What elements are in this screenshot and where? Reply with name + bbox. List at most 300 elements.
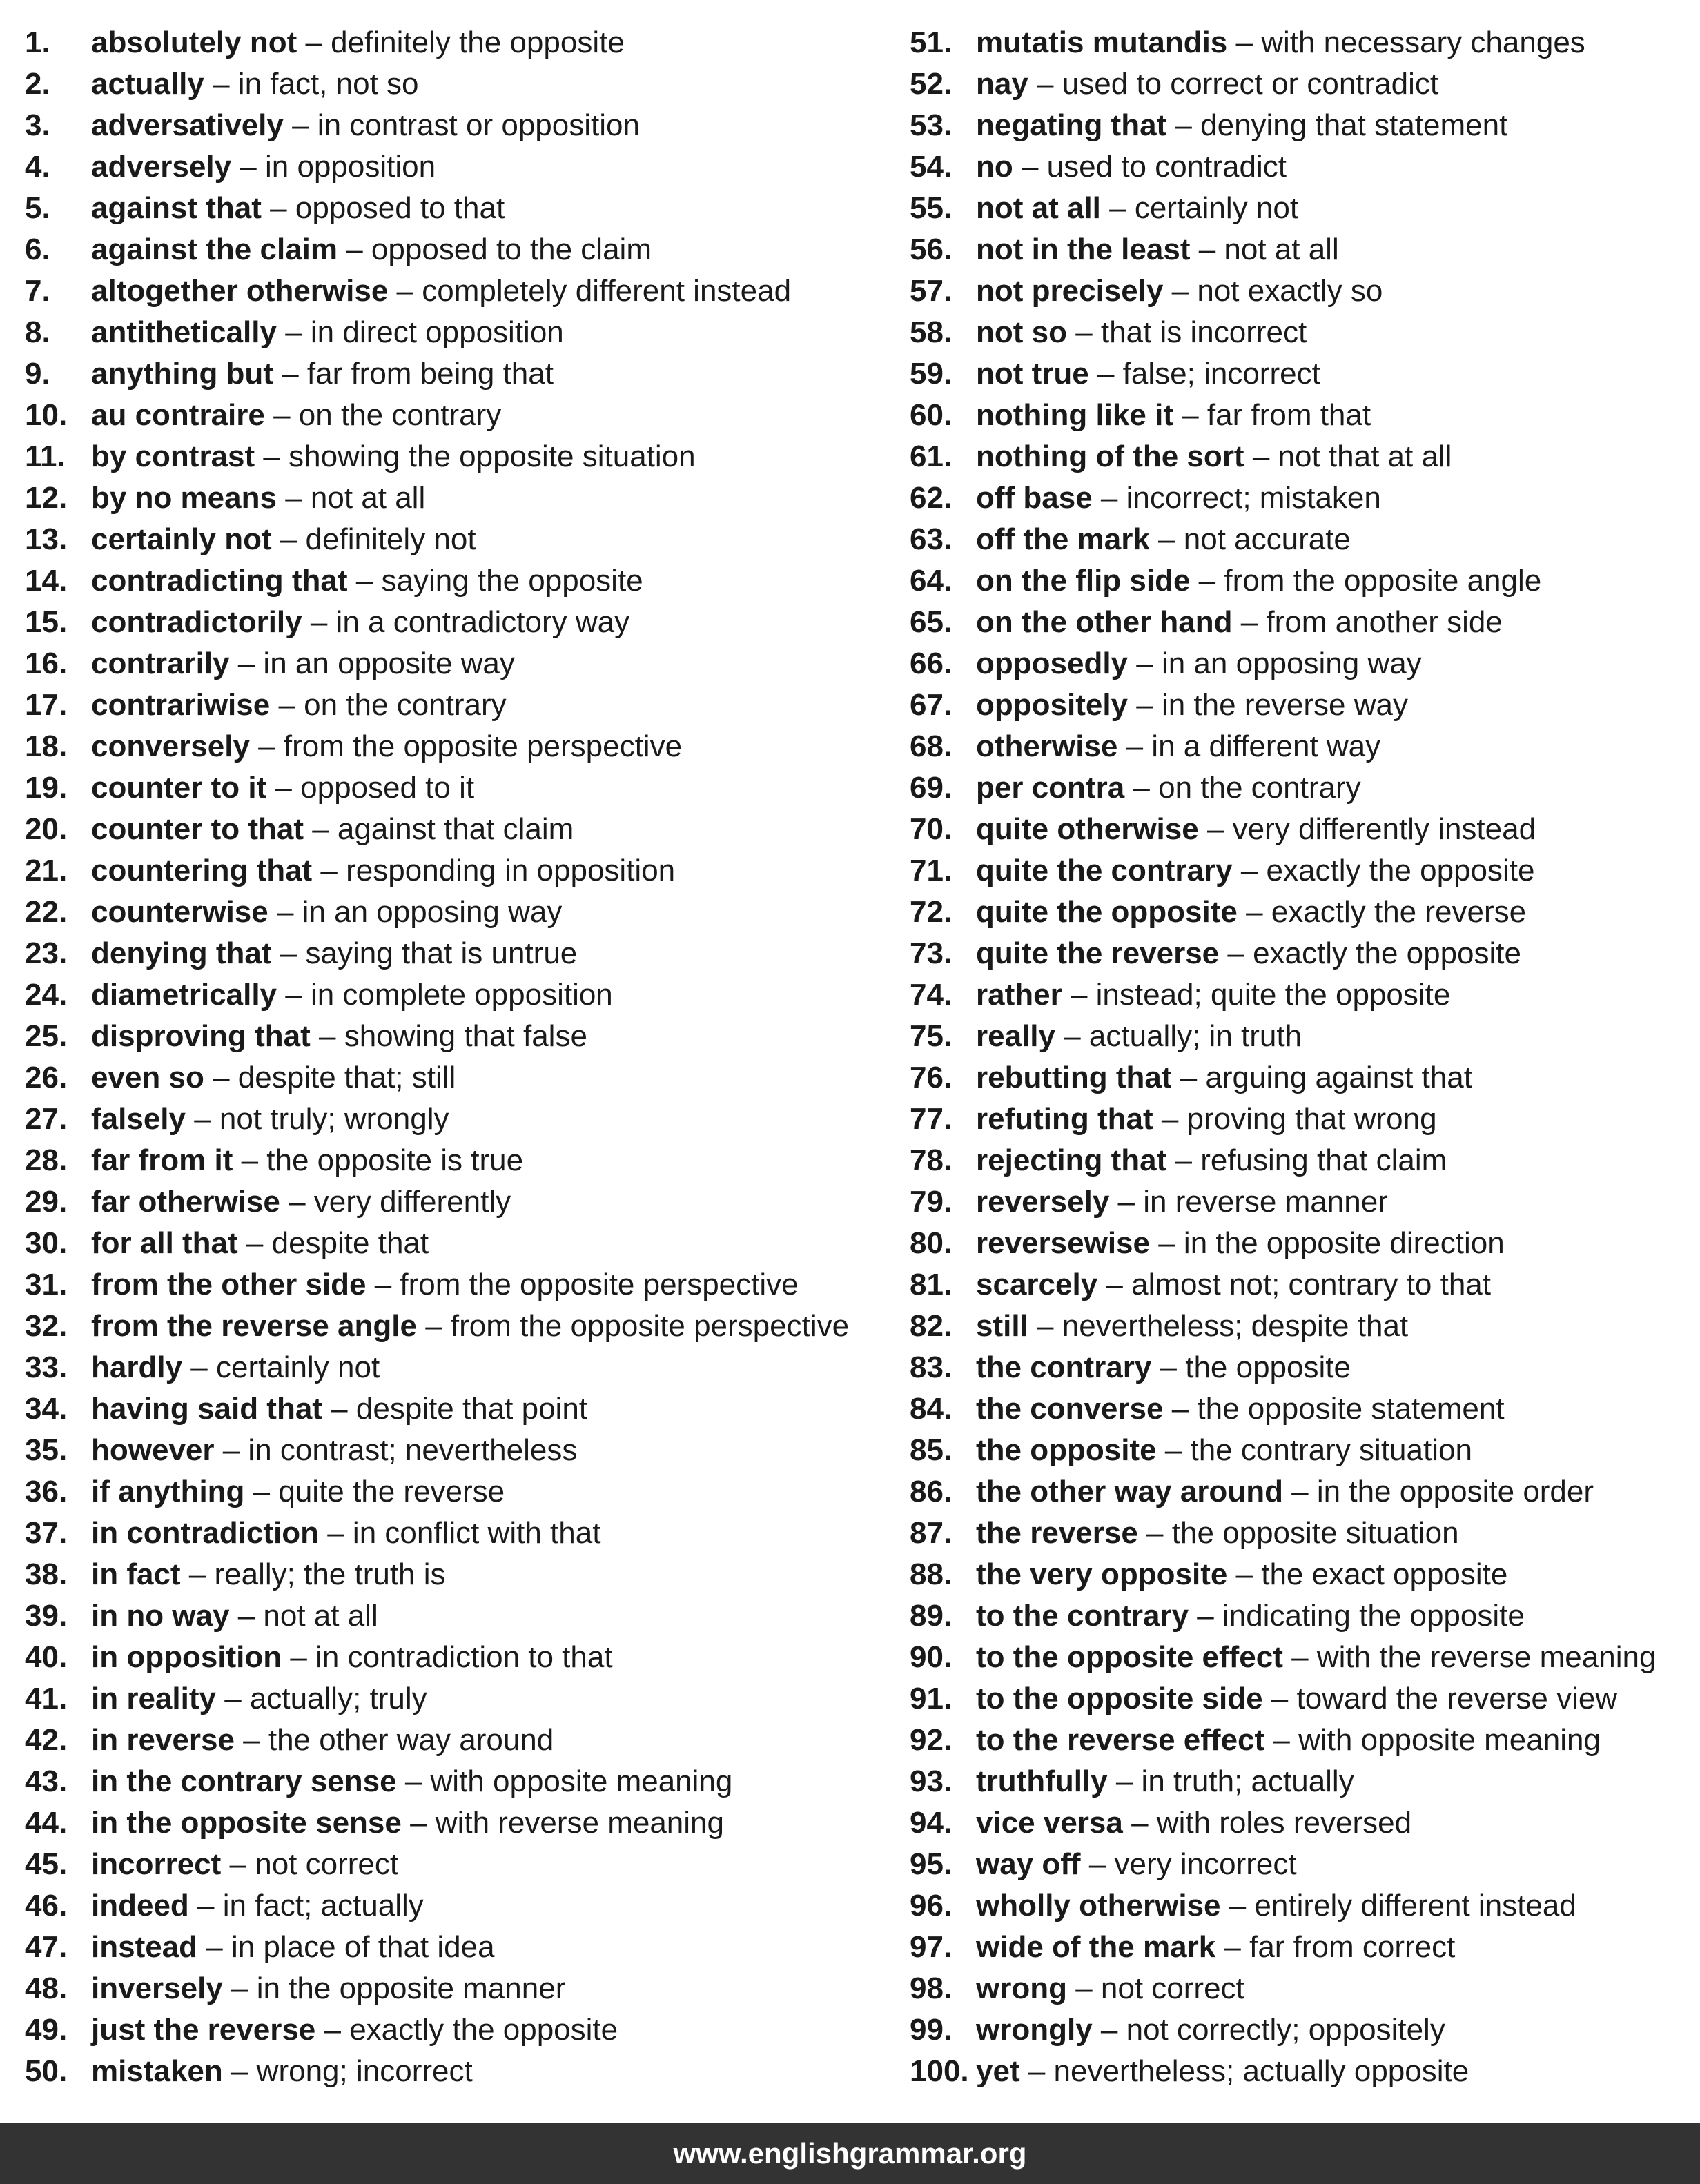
item-number: 93. bbox=[910, 1764, 952, 1798]
list-item bbox=[910, 602, 1697, 643]
item-number: 28. bbox=[25, 1143, 68, 1177]
item-term: even so bbox=[91, 1061, 204, 1094]
item-number: 1. bbox=[25, 26, 50, 59]
item-term: if anything bbox=[91, 1475, 245, 1508]
item-number: 46. bbox=[25, 1889, 68, 1922]
item-number: 92. bbox=[910, 1723, 952, 1757]
item-number: 19. bbox=[25, 771, 68, 805]
list-item bbox=[910, 892, 1697, 933]
list-item bbox=[910, 1761, 1697, 1802]
item-definition: – quite the reverse bbox=[244, 1475, 505, 1508]
item-definition: – on the contrary bbox=[1124, 771, 1361, 805]
item-number: 50. bbox=[25, 2054, 68, 2088]
list-item bbox=[910, 1554, 1697, 1595]
list-item bbox=[910, 519, 1697, 560]
item-term: incorrect bbox=[91, 1847, 222, 1881]
item-definition: – certainly not bbox=[1100, 191, 1299, 225]
item-definition: – not correct bbox=[221, 1847, 399, 1881]
item-term: opposedly bbox=[976, 647, 1129, 680]
item-number: 100. bbox=[910, 2054, 969, 2088]
item-definition: – with necessary changes bbox=[1227, 26, 1585, 59]
item-definition: – certainly not bbox=[182, 1350, 380, 1384]
list-item bbox=[910, 1927, 1697, 1968]
item-term: absolutely not bbox=[91, 26, 297, 59]
item-definition: – in contradiction to that bbox=[282, 1640, 613, 1674]
item-definition: – the opposite situation bbox=[1137, 1516, 1459, 1550]
item-term: falsely bbox=[91, 1102, 186, 1136]
item-number: 71. bbox=[910, 854, 952, 887]
list-item bbox=[25, 1430, 895, 1471]
item-term: far otherwise bbox=[91, 1185, 280, 1219]
list-item bbox=[25, 1968, 895, 2009]
item-number: 86. bbox=[910, 1475, 952, 1508]
item-number: 11. bbox=[25, 440, 66, 473]
item-definition: – in fact, not so bbox=[204, 67, 419, 101]
list-item bbox=[910, 1471, 1697, 1513]
item-term: rebutting that bbox=[976, 1061, 1172, 1094]
item-term: not so bbox=[976, 315, 1067, 349]
item-definition: – not correct bbox=[1066, 1971, 1244, 2005]
item-definition: – in fact; actually bbox=[188, 1889, 424, 1922]
item-definition: – in an opposing way bbox=[268, 895, 563, 929]
item-term: altogether otherwise bbox=[91, 274, 389, 308]
list-item bbox=[910, 1802, 1697, 1844]
item-term: denying that bbox=[91, 936, 272, 970]
list-item bbox=[25, 850, 895, 892]
item-number: 14. bbox=[25, 564, 68, 598]
list-item bbox=[910, 1430, 1697, 1471]
item-number: 38. bbox=[25, 1557, 68, 1591]
item-number: 66. bbox=[910, 647, 952, 680]
item-number: 27. bbox=[25, 1102, 68, 1136]
item-number: 5. bbox=[25, 191, 50, 225]
item-number: 40. bbox=[25, 1640, 68, 1674]
item-number: 83. bbox=[910, 1350, 952, 1384]
item-term: to the opposite effect bbox=[976, 1640, 1283, 1674]
item-number: 75. bbox=[910, 1019, 952, 1053]
item-term: reversewise bbox=[976, 1226, 1150, 1260]
item-definition: – exactly the opposite bbox=[315, 2013, 618, 2047]
list-item bbox=[25, 1306, 895, 1347]
item-term: au contraire bbox=[91, 398, 265, 432]
item-definition: – from the opposite angle bbox=[1190, 564, 1542, 598]
item-definition: – in the reverse way bbox=[1128, 688, 1408, 722]
item-term: wrongly bbox=[976, 2013, 1093, 2047]
item-definition: – in truth; actually bbox=[1107, 1764, 1354, 1798]
item-number: 52. bbox=[910, 67, 952, 101]
item-definition: – showing that false bbox=[310, 1019, 587, 1053]
item-definition: – not at all bbox=[1190, 233, 1339, 266]
item-number: 37. bbox=[25, 1516, 68, 1550]
list-item bbox=[25, 1927, 895, 1968]
item-definition: – exactly the opposite bbox=[1219, 936, 1521, 970]
list-item bbox=[910, 353, 1697, 395]
item-term: off base bbox=[976, 481, 1093, 515]
item-number: 35. bbox=[25, 1433, 68, 1467]
item-definition: – in contrast or opposition bbox=[283, 108, 640, 142]
item-definition: – far from correct bbox=[1215, 1930, 1456, 1964]
list-item bbox=[25, 1016, 895, 1057]
list-item bbox=[910, 1388, 1697, 1430]
item-term: the converse bbox=[976, 1392, 1164, 1426]
list-item bbox=[25, 312, 895, 353]
item-definition: – from the opposite perspective bbox=[416, 1309, 850, 1343]
item-number: 85. bbox=[910, 1433, 952, 1467]
list-item bbox=[910, 395, 1697, 436]
item-definition: – the other way around bbox=[234, 1723, 554, 1757]
list-item bbox=[25, 105, 895, 146]
list-item bbox=[910, 2051, 1697, 2092]
item-term: really bbox=[976, 1019, 1055, 1053]
item-definition: – in the opposite manner bbox=[222, 1971, 566, 2005]
list-item bbox=[910, 1678, 1697, 1720]
item-number: 55. bbox=[910, 191, 952, 225]
list-item bbox=[25, 1885, 895, 1927]
item-number: 12. bbox=[25, 481, 68, 515]
item-number: 72. bbox=[910, 895, 952, 929]
list-item bbox=[25, 1099, 895, 1140]
item-number: 79. bbox=[910, 1185, 952, 1219]
item-term: inversely bbox=[91, 1971, 223, 2005]
item-number: 15. bbox=[25, 605, 68, 639]
item-definition: – showing the opposite situation bbox=[255, 440, 696, 473]
item-term: no bbox=[976, 150, 1013, 184]
list-item bbox=[25, 767, 895, 809]
item-definition: – really; the truth is bbox=[180, 1557, 446, 1591]
item-term: rather bbox=[976, 978, 1062, 1012]
item-number: 90. bbox=[910, 1640, 952, 1674]
item-definition: – with reverse meaning bbox=[401, 1806, 724, 1840]
list-item bbox=[910, 1264, 1697, 1306]
item-term: contradicting that bbox=[91, 564, 348, 598]
item-definition: – nevertheless; despite that bbox=[1028, 1309, 1409, 1343]
item-number: 81. bbox=[910, 1268, 952, 1301]
item-number: 73. bbox=[910, 936, 952, 970]
list-item bbox=[25, 1471, 895, 1513]
list-item bbox=[25, 933, 895, 974]
item-number: 7. bbox=[25, 274, 50, 308]
list-item bbox=[910, 312, 1697, 353]
list-item bbox=[25, 726, 895, 767]
item-term: just the reverse bbox=[91, 2013, 316, 2047]
item-definition: – almost not; contrary to that bbox=[1097, 1268, 1492, 1301]
item-term: truthfully bbox=[976, 1764, 1108, 1798]
list-item bbox=[25, 1181, 895, 1223]
list-item bbox=[25, 1678, 895, 1720]
item-term: having said that bbox=[91, 1392, 322, 1426]
item-number: 54. bbox=[910, 150, 952, 184]
item-number: 22. bbox=[25, 895, 68, 929]
list-item bbox=[25, 270, 895, 312]
item-number: 4. bbox=[25, 150, 50, 184]
item-definition: – on the contrary bbox=[264, 398, 502, 432]
item-number: 36. bbox=[25, 1475, 68, 1508]
item-term: diametrically bbox=[91, 978, 277, 1012]
list-item bbox=[25, 519, 895, 560]
list-item bbox=[910, 1637, 1697, 1678]
list-item bbox=[910, 146, 1697, 188]
list-item bbox=[25, 2009, 895, 2051]
list-item bbox=[910, 1513, 1697, 1554]
list-item bbox=[910, 105, 1697, 146]
list-item bbox=[25, 1223, 895, 1264]
item-number: 47. bbox=[25, 1930, 68, 1964]
item-definition: – proving that wrong bbox=[1153, 1102, 1437, 1136]
list-item bbox=[910, 850, 1697, 892]
item-term: instead bbox=[91, 1930, 198, 1964]
item-number: 33. bbox=[25, 1350, 68, 1384]
item-number: 77. bbox=[910, 1102, 952, 1136]
item-definition: – from the opposite perspective bbox=[249, 729, 683, 763]
item-number: 30. bbox=[25, 1226, 68, 1260]
list-item bbox=[910, 22, 1697, 63]
item-term: in the contrary sense bbox=[91, 1764, 397, 1798]
list-item bbox=[910, 1885, 1697, 1927]
item-definition: – in the opposite direction bbox=[1150, 1226, 1505, 1260]
item-number: 99. bbox=[910, 2013, 952, 2047]
list-item bbox=[25, 1844, 895, 1885]
list-item bbox=[25, 974, 895, 1016]
item-term: antithetically bbox=[91, 315, 277, 349]
list-item bbox=[910, 1057, 1697, 1099]
list-item bbox=[25, 353, 895, 395]
item-term: wrong bbox=[976, 1971, 1067, 2005]
list-item bbox=[910, 974, 1697, 1016]
item-term: rejecting that bbox=[976, 1143, 1167, 1177]
item-number: 10. bbox=[25, 398, 68, 432]
item-term: in reality bbox=[91, 1682, 216, 1715]
item-definition: – definitely the opposite bbox=[297, 26, 625, 59]
item-number: 74. bbox=[910, 978, 952, 1012]
item-term: against that bbox=[91, 191, 262, 225]
item-term: to the opposite side bbox=[976, 1682, 1263, 1715]
item-number: 16. bbox=[25, 647, 68, 680]
list-item bbox=[910, 1720, 1697, 1761]
list-item bbox=[25, 1637, 895, 1678]
item-term: hardly bbox=[91, 1350, 183, 1384]
item-term: scarcely bbox=[976, 1268, 1098, 1301]
item-number: 3. bbox=[25, 108, 50, 142]
item-number: 84. bbox=[910, 1392, 952, 1426]
item-term: counter to that bbox=[91, 812, 304, 846]
list-item bbox=[25, 1595, 895, 1637]
item-term: in opposition bbox=[91, 1640, 282, 1674]
item-term: from the other side bbox=[91, 1268, 367, 1301]
item-term: countering that bbox=[91, 854, 313, 887]
item-definition: – in contrast; nevertheless bbox=[214, 1433, 578, 1467]
item-definition: – despite that bbox=[237, 1226, 429, 1260]
list-item bbox=[25, 1720, 895, 1761]
item-term: per contra bbox=[976, 771, 1125, 805]
item-term: quite the reverse bbox=[976, 936, 1220, 970]
item-number: 9. bbox=[25, 357, 50, 391]
item-number: 2. bbox=[25, 67, 50, 101]
list-item bbox=[910, 1223, 1697, 1264]
item-term: counterwise bbox=[91, 895, 268, 929]
item-number: 25. bbox=[25, 1019, 68, 1053]
item-number: 61. bbox=[910, 440, 952, 473]
item-definition: – far from that bbox=[1173, 398, 1371, 432]
item-number: 49. bbox=[25, 2013, 68, 2047]
item-number: 97. bbox=[910, 1930, 952, 1964]
item-definition: – incorrect; mistaken bbox=[1092, 481, 1381, 515]
item-definition: – very differently bbox=[280, 1185, 511, 1219]
item-definition: – very differently instead bbox=[1198, 812, 1536, 846]
list-item bbox=[25, 1388, 895, 1430]
item-number: 65. bbox=[910, 605, 952, 639]
item-term: the very opposite bbox=[976, 1557, 1228, 1591]
item-definition: – actually; truly bbox=[215, 1682, 427, 1715]
item-number: 58. bbox=[910, 315, 952, 349]
item-definition: – toward the reverse view bbox=[1262, 1682, 1618, 1715]
item-definition: – not that at all bbox=[1244, 440, 1452, 473]
item-term: reversely bbox=[976, 1185, 1110, 1219]
item-term: the opposite bbox=[976, 1433, 1157, 1467]
item-definition: – false; incorrect bbox=[1088, 357, 1320, 391]
item-definition: – in a contradictory way bbox=[302, 605, 630, 639]
item-number: 31. bbox=[25, 1268, 68, 1301]
item-number: 91. bbox=[910, 1682, 952, 1715]
item-term: counter to it bbox=[91, 771, 267, 805]
item-definition: – from the opposite perspective bbox=[366, 1268, 799, 1301]
item-definition: – with roles reversed bbox=[1122, 1806, 1412, 1840]
footer-url[interactable]: www.englishgrammar.org bbox=[673, 2137, 1027, 2170]
list-item bbox=[25, 1264, 895, 1306]
list-item bbox=[25, 22, 895, 63]
list-item bbox=[25, 146, 895, 188]
item-definition: – refusing that claim bbox=[1166, 1143, 1447, 1177]
item-term: in fact bbox=[91, 1557, 181, 1591]
item-term: however bbox=[91, 1433, 215, 1467]
item-definition: – that is incorrect bbox=[1066, 315, 1307, 349]
item-term: wide of the mark bbox=[976, 1930, 1216, 1964]
list-item bbox=[910, 1968, 1697, 2009]
item-definition: – in opposition bbox=[231, 150, 436, 184]
item-number: 63. bbox=[910, 522, 952, 556]
list-item bbox=[910, 726, 1697, 767]
item-definition: – denying that statement bbox=[1166, 108, 1508, 142]
item-number: 64. bbox=[910, 564, 952, 598]
item-term: far from it bbox=[91, 1143, 233, 1177]
item-term: yet bbox=[976, 2054, 1020, 2088]
list-item bbox=[910, 436, 1697, 478]
item-term: anything but bbox=[91, 357, 273, 391]
item-definition: – in an opposing way bbox=[1128, 647, 1422, 680]
list-item bbox=[25, 1057, 895, 1099]
item-number: 82. bbox=[910, 1309, 952, 1343]
item-number: 70. bbox=[910, 812, 952, 846]
item-definition: – from another side bbox=[1232, 605, 1503, 639]
list-item bbox=[25, 395, 895, 436]
item-number: 24. bbox=[25, 978, 68, 1012]
item-term: in no way bbox=[91, 1599, 230, 1633]
list-item bbox=[910, 809, 1697, 850]
item-term: actually bbox=[91, 67, 204, 101]
list-item bbox=[25, 1140, 895, 1181]
item-definition: – exactly the reverse bbox=[1237, 895, 1527, 929]
item-number: 8. bbox=[25, 315, 50, 349]
item-number: 44. bbox=[25, 1806, 68, 1840]
item-definition: – not at all bbox=[229, 1599, 378, 1633]
item-definition: – in place of that idea bbox=[197, 1930, 495, 1964]
list-item bbox=[910, 1140, 1697, 1181]
list-item bbox=[910, 1181, 1697, 1223]
item-definition: – instead; quite the opposite bbox=[1062, 978, 1451, 1012]
item-definition: – not truly; wrongly bbox=[185, 1102, 449, 1136]
item-number: 51. bbox=[910, 26, 952, 59]
list-item bbox=[25, 1761, 895, 1802]
item-definition: – against that claim bbox=[303, 812, 574, 846]
item-definition: – despite that point bbox=[322, 1392, 588, 1426]
item-term: for all that bbox=[91, 1226, 238, 1260]
item-number: 67. bbox=[910, 688, 952, 722]
item-definition: – the exact opposite bbox=[1227, 1557, 1508, 1591]
list-item bbox=[25, 63, 895, 105]
item-term: still bbox=[976, 1309, 1028, 1343]
list-item bbox=[910, 1016, 1697, 1057]
item-definition: – far from being that bbox=[273, 357, 554, 391]
item-term: to the contrary bbox=[976, 1599, 1189, 1633]
item-term: not precisely bbox=[976, 274, 1164, 308]
list-item bbox=[25, 560, 895, 602]
item-term: adversatively bbox=[91, 108, 284, 142]
item-definition: – exactly the opposite bbox=[1232, 854, 1535, 887]
list-item bbox=[25, 809, 895, 850]
item-term: negating that bbox=[976, 108, 1167, 142]
list-item bbox=[910, 478, 1697, 519]
item-number: 43. bbox=[25, 1764, 68, 1798]
item-term: on the other hand bbox=[976, 605, 1233, 639]
item-term: quite the opposite bbox=[976, 895, 1238, 929]
item-definition: – actually; in truth bbox=[1055, 1019, 1302, 1053]
item-term: refuting that bbox=[976, 1102, 1153, 1136]
item-definition: – despite that; still bbox=[204, 1061, 456, 1094]
item-number: 48. bbox=[25, 1971, 68, 2005]
item-term: off the mark bbox=[976, 522, 1150, 556]
item-number: 21. bbox=[25, 854, 68, 887]
item-term: contradictorily bbox=[91, 605, 302, 639]
item-number: 17. bbox=[25, 688, 68, 722]
item-number: 59. bbox=[910, 357, 952, 391]
item-term: indeed bbox=[91, 1889, 189, 1922]
item-definition: – not exactly so bbox=[1163, 274, 1383, 308]
item-term: to the reverse effect bbox=[976, 1723, 1265, 1757]
item-definition: – opposed to that bbox=[261, 191, 505, 225]
item-definition: – completely different instead bbox=[388, 274, 792, 308]
item-number: 53. bbox=[910, 108, 952, 142]
item-number: 60. bbox=[910, 398, 952, 432]
footer-bar bbox=[0, 2123, 1700, 2184]
item-term: contrariwise bbox=[91, 688, 271, 722]
item-definition: – opposed to the claim bbox=[338, 233, 652, 266]
item-definition: – entirely different instead bbox=[1220, 1889, 1576, 1922]
item-number: 41. bbox=[25, 1682, 68, 1715]
item-number: 23. bbox=[25, 936, 68, 970]
list-item bbox=[910, 1595, 1697, 1637]
list-item bbox=[910, 767, 1697, 809]
item-definition: – not accurate bbox=[1149, 522, 1351, 556]
item-number: 29. bbox=[25, 1185, 68, 1219]
item-number: 20. bbox=[25, 812, 68, 846]
item-definition: – opposed to it bbox=[266, 771, 475, 805]
item-term: way off bbox=[976, 1847, 1081, 1881]
item-number: 96. bbox=[910, 1889, 952, 1922]
item-term: certainly not bbox=[91, 522, 272, 556]
item-term: in the opposite sense bbox=[91, 1806, 402, 1840]
list-item bbox=[910, 685, 1697, 726]
item-number: 95. bbox=[910, 1847, 952, 1881]
list-item bbox=[910, 2009, 1697, 2051]
